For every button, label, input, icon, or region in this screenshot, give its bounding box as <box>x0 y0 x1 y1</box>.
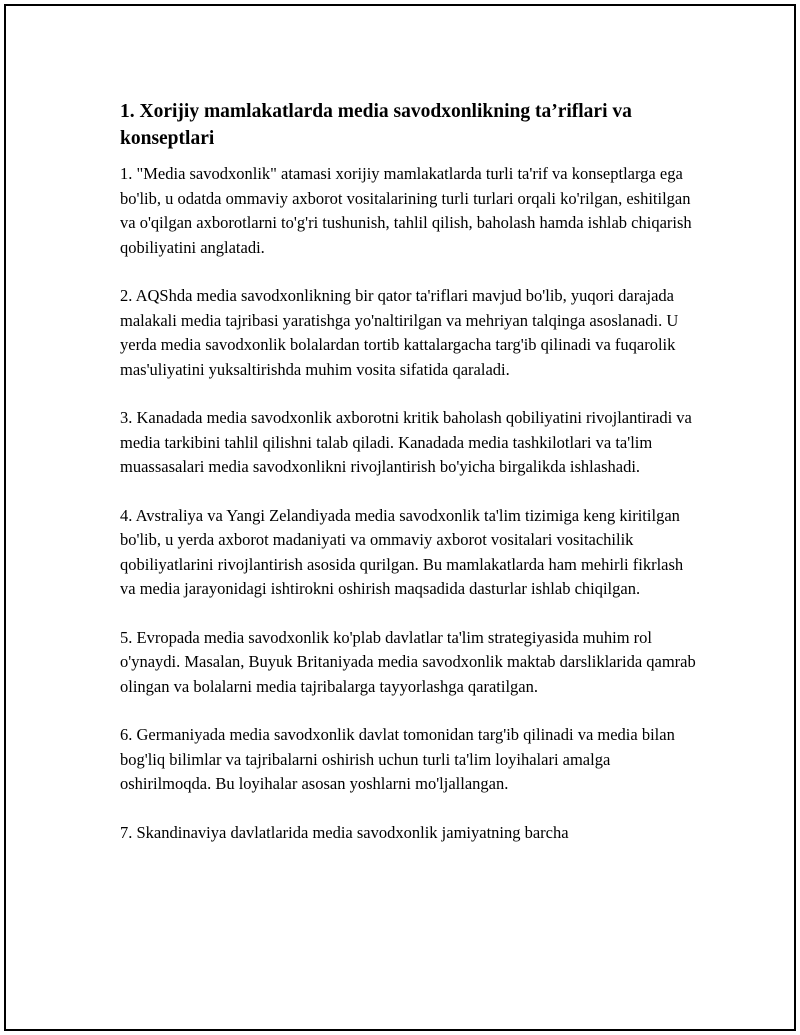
paragraph-7: 7. Skandinaviya davlatlarida media savodxonlik jamiyatning barcha <box>120 822 569 842</box>
paragraph-6: 6. Germaniyada media savodxonlik davlat tomonidan targ'ib qilinadi va media bilan bog'liq bilimlar va tajribalarni oshirish uchun turli ta'lim loyihalari amalga oshirilmoqda. Bu loyihalar asosan yoshlarni mo'ljallangan. <box>120 725 675 793</box>
paragraph-3: 3. Kanadada media savodxonlik axborotni kritik baholash qobiliyatini rivojlantiradi va media tarkibini tahlil qilishni talab qiladi. Kanadada media tashkilotlari va ta'lim muassasalari media savodxonlikni rivojlantirish bo'yicha birgalikda ishlashadi. <box>120 408 692 476</box>
paragraph-5: 5. Evropada media savodxonlik ko'plab davlatlar ta'lim strategiyasida muhim rol o'ynaydi. Masalan, Buyuk Britaniyada media savodxonlik maktab darsliklarida qamrab olingan va bolalarni media tajribalarga tayyorlashga qaratilgan. <box>120 627 696 696</box>
document-body <box>120 98 700 869</box>
page-frame <box>4 4 796 1031</box>
paragraph-4: 4. Avstraliya va Yangi Zelandiyada media savodxonlik ta'lim tizimiga keng kiritilgan bo'lib, u yerda axborot madaniyati va ommaviy axborot vositalari vositachilik qobiliyatlarini rivojlantirish asosida qurilgan. Bu mamlakatlarda ham mehirli fikrlash va media jarayonidagi ishtirokni oshirish maqsadida dasturlar ishlab chiqilgan. <box>120 505 684 598</box>
paragraph-1: 1. "Media savodxonlik" atamasi xorijiy mamlakatlarda turli ta'rif va konseptlarga ega bo'lib, u odatda ommaviy axborot vositalarining turli turlari orqali ko'rilgan, eshitilgan va o'qilgan axborotlarni to'g'ri tushunish, tahlil qilish, baholash hamda ishlab chiqarish qobiliyatini anglatadi. <box>120 164 692 257</box>
section-heading: 1. Xorijiy mamlakatlarda media savodxonlikning ta’riflari va konseptlari <box>120 101 632 149</box>
paragraph-2: 2. AQShda media savodxonlikning bir qator ta'riflari mavjud bo'lib, yuqori darajada malakali media tajribasi yaratishga yo'naltirilgan va mehriyan talqinga asoslanadi. U yerda media savodxonlik bolalardan tortib kattalargacha targ'ib qilinadi va fuqarolik mas'uliyatini yuksaltirishda muhim vosita sifatida qaraladi. <box>120 286 679 379</box>
